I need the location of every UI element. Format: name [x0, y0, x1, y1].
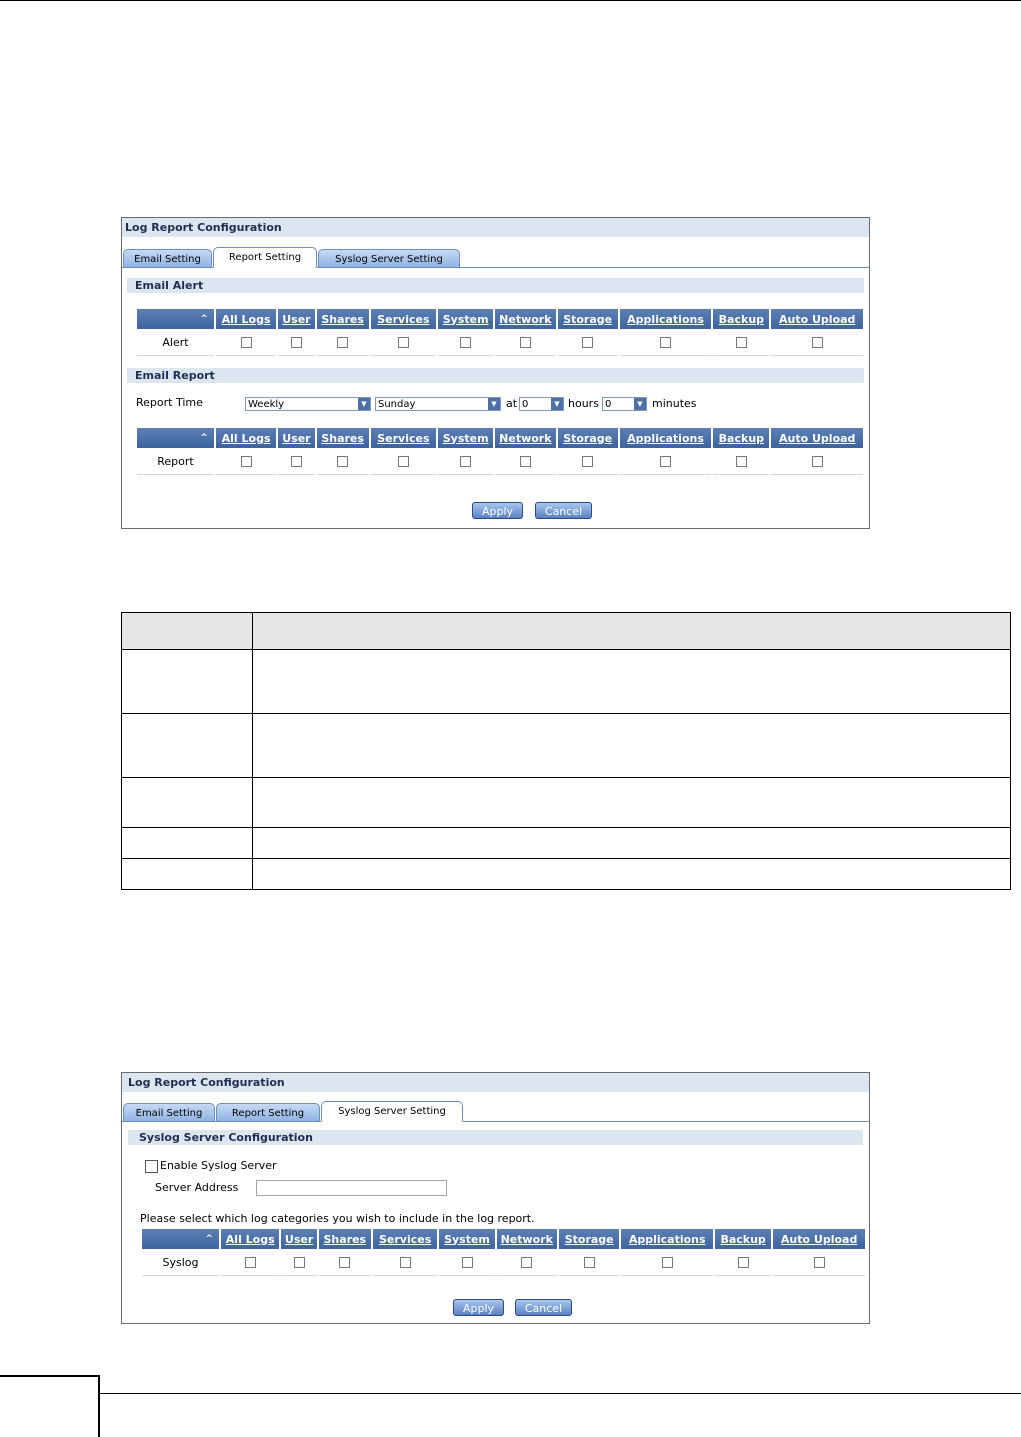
chevron-down-icon: ▼: [551, 398, 563, 410]
syslog-server-panel: [121, 1072, 870, 1324]
tab-report-setting[interactable]: Report Setting: [216, 1103, 320, 1122]
syslog-system-checkbox[interactable]: [462, 1257, 473, 1268]
day-value: Sunday: [378, 399, 416, 410]
column-shares[interactable]: Shares: [317, 428, 369, 448]
column-auto-upload[interactable]: Auto Upload: [771, 309, 863, 329]
panel-title: Log Report Configuration: [122, 218, 869, 237]
enable-syslog-server-label: Enable Syslog Server: [160, 1159, 277, 1172]
tab-report-setting[interactable]: Report Setting: [213, 247, 317, 268]
page-bottom-rule: [100, 1393, 1021, 1394]
cancel-button[interactable]: Cancel: [515, 1299, 572, 1316]
frequency-value: Weekly: [248, 399, 285, 410]
tab-email-setting[interactable]: Email Setting: [123, 1103, 215, 1122]
column-applications[interactable]: Applications: [621, 1229, 713, 1249]
frequency-select[interactable]: [245, 397, 371, 411]
tab-syslog-server-setting[interactable]: Syslog Server Setting: [318, 249, 460, 268]
syslog-shares-checkbox[interactable]: [339, 1257, 350, 1268]
report-auto-upload-checkbox[interactable]: [812, 456, 823, 467]
column-storage[interactable]: Storage: [558, 309, 618, 329]
alert-backup-checkbox[interactable]: [736, 337, 747, 348]
report-all-logs-checkbox[interactable]: [241, 456, 252, 467]
at-label: at: [506, 397, 518, 410]
column-shares[interactable]: Shares: [319, 1229, 371, 1249]
column-user[interactable]: User: [281, 1229, 316, 1249]
syslog-services-checkbox[interactable]: [400, 1257, 411, 1268]
alert-system-checkbox[interactable]: [460, 337, 471, 348]
chevron-down-icon: ▼: [358, 398, 370, 410]
column-applications[interactable]: Applications: [620, 428, 711, 448]
sort-icon[interactable]: ^: [137, 428, 214, 448]
page-top-rule: [0, 0, 1021, 1]
instruction-text: Please select which log categories you wish to include in the log report.: [140, 1212, 535, 1225]
column-system[interactable]: System: [438, 428, 493, 448]
column-user[interactable]: User: [278, 428, 314, 448]
header-description-cell: [253, 613, 1011, 650]
sort-icon[interactable]: ^: [142, 1229, 219, 1249]
alert-services-checkbox[interactable]: [398, 337, 409, 348]
column-network[interactable]: Network: [497, 1229, 557, 1249]
server-address-label: Server Address: [155, 1181, 239, 1194]
report-services-checkbox[interactable]: [398, 456, 409, 467]
syslog-user-checkbox[interactable]: [294, 1257, 305, 1268]
syslog-network-checkbox[interactable]: [521, 1257, 532, 1268]
alert-network-checkbox[interactable]: [520, 337, 531, 348]
table-row: [122, 650, 1011, 714]
column-backup[interactable]: Backup: [713, 428, 769, 448]
syslog-category-table: [140, 1229, 867, 1276]
alert-shares-checkbox[interactable]: [337, 337, 348, 348]
report-system-checkbox[interactable]: [460, 456, 471, 467]
tab-syslog-server-setting[interactable]: Syslog Server Setting: [321, 1101, 463, 1122]
apply-button[interactable]: Apply: [453, 1299, 504, 1316]
alert-user-checkbox[interactable]: [291, 337, 302, 348]
column-all-logs[interactable]: All Logs: [221, 1229, 279, 1249]
syslog-server-configuration-heading: Syslog Server Configuration: [128, 1130, 863, 1145]
column-storage[interactable]: Storage: [559, 1229, 619, 1249]
chevron-down-icon: ▼: [488, 398, 500, 410]
minutes-value: 0: [605, 399, 612, 410]
email-report-heading: Email Report: [127, 368, 864, 383]
alert-all-logs-checkbox[interactable]: [241, 337, 252, 348]
hours-select[interactable]: [519, 397, 564, 411]
column-storage[interactable]: Storage: [558, 428, 618, 448]
report-storage-checkbox[interactable]: [582, 456, 593, 467]
column-auto-upload[interactable]: Auto Upload: [773, 1229, 865, 1249]
column-shares[interactable]: Shares: [317, 309, 369, 329]
column-auto-upload[interactable]: Auto Upload: [771, 428, 863, 448]
alert-storage-checkbox[interactable]: [582, 337, 593, 348]
email-report-table: [135, 428, 865, 475]
table-row: [137, 329, 863, 356]
table-row: [122, 859, 1011, 890]
column-all-logs[interactable]: All Logs: [216, 428, 276, 448]
report-shares-checkbox[interactable]: [337, 456, 348, 467]
report-user-checkbox[interactable]: [291, 456, 302, 467]
column-services[interactable]: Services: [373, 1229, 438, 1249]
field-description-table: [121, 612, 1011, 890]
row-label: Alert: [137, 329, 214, 356]
column-system[interactable]: System: [438, 309, 493, 329]
day-select[interactable]: [375, 397, 501, 411]
cancel-button[interactable]: Cancel: [535, 502, 592, 519]
sort-icon[interactable]: ^: [137, 309, 214, 329]
column-system[interactable]: System: [439, 1229, 494, 1249]
syslog-all-logs-checkbox[interactable]: [245, 1257, 256, 1268]
page-number-box: [0, 1375, 100, 1437]
report-applications-checkbox[interactable]: [660, 456, 671, 467]
minutes-label: minutes: [652, 397, 697, 410]
header-label-cell: [122, 613, 253, 650]
tab-bar: [122, 1099, 869, 1122]
column-applications[interactable]: Applications: [620, 309, 711, 329]
column-services[interactable]: Services: [371, 428, 437, 448]
email-alert-heading: Email Alert: [127, 278, 864, 293]
hours-label: hours: [568, 397, 599, 410]
apply-button[interactable]: Apply: [472, 502, 523, 519]
enable-syslog-server-checkbox[interactable]: [145, 1160, 158, 1173]
column-all-logs[interactable]: All Logs: [216, 309, 276, 329]
syslog-backup-checkbox[interactable]: [738, 1257, 749, 1268]
syslog-applications-checkbox[interactable]: [662, 1257, 673, 1268]
report-time-label: Report Time: [136, 396, 203, 409]
server-address-input[interactable]: [256, 1180, 447, 1196]
table-row: [137, 448, 863, 475]
chevron-down-icon: ▼: [634, 398, 646, 410]
column-services[interactable]: Services: [371, 309, 437, 329]
syslog-auto-upload-checkbox[interactable]: [814, 1257, 825, 1268]
tab-email-setting[interactable]: Email Setting: [123, 249, 212, 268]
alert-auto-upload-checkbox[interactable]: [812, 337, 823, 348]
column-backup[interactable]: Backup: [715, 1229, 771, 1249]
report-network-checkbox[interactable]: [520, 456, 531, 467]
alert-applications-checkbox[interactable]: [660, 337, 671, 348]
hours-value: 0: [522, 399, 529, 410]
minutes-select[interactable]: [602, 397, 647, 411]
row-label: Syslog: [142, 1249, 219, 1276]
syslog-storage-checkbox[interactable]: [584, 1257, 595, 1268]
email-alert-table: [135, 309, 865, 356]
tab-bar: [122, 245, 869, 268]
table-row: [142, 1249, 865, 1276]
column-network[interactable]: Network: [495, 428, 555, 448]
report-setting-panel: [121, 217, 870, 529]
column-user[interactable]: User: [278, 309, 314, 329]
table-row: [122, 778, 1011, 828]
column-network[interactable]: Network: [495, 309, 555, 329]
table-row: [122, 714, 1011, 778]
panel-title: Log Report Configuration: [122, 1073, 869, 1092]
row-label: Report: [137, 448, 214, 475]
column-backup[interactable]: Backup: [713, 309, 769, 329]
report-backup-checkbox[interactable]: [736, 456, 747, 467]
table-row: [122, 828, 1011, 859]
